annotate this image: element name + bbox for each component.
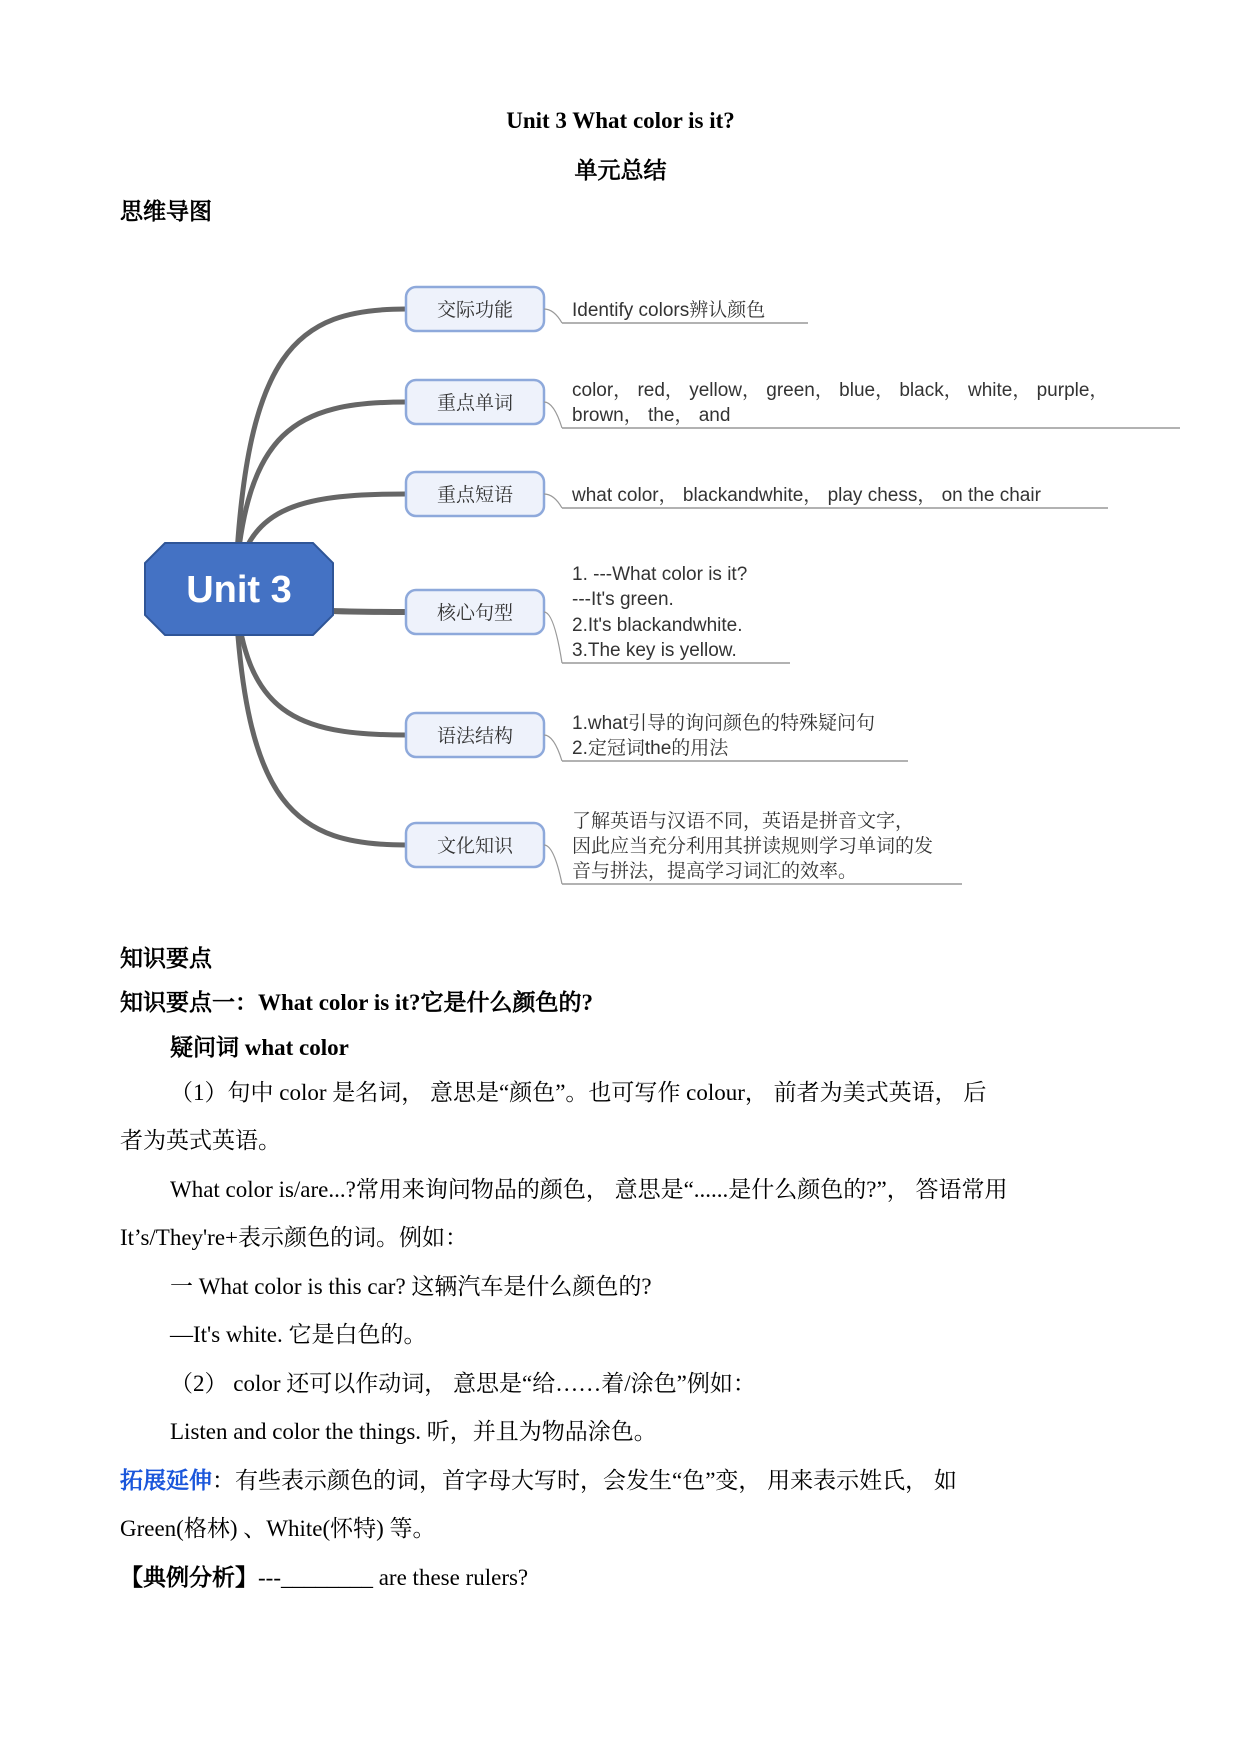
example-1: 一 What color is this car? 这辆汽车是什么颜色的? (170, 1274, 652, 1299)
mindmap-detail-line: brown， the， and (572, 405, 731, 426)
mindmap-node-label: 核心句型 (436, 603, 514, 624)
mindmap-connector (544, 612, 562, 663)
mindmap-detail-line: 3.The key is yellow. (572, 640, 737, 661)
example-analysis (120, 1559, 528, 1592)
mindmap-heading: 思维导图 (120, 199, 212, 224)
paragraph-2-line-2: It’s/They're+表示颜色的词。例如： (120, 1225, 469, 1250)
sub-heading: 疑问词 what color (170, 1035, 349, 1060)
mindmap-node (406, 810, 962, 884)
mindmap-node-label: 重点单词 (436, 393, 514, 414)
example-analysis-label: 【典例分析】 (120, 1565, 258, 1590)
extension-text: ：有些表示颜色的词，首字母大写时，会发生“色”变， 用来表示姓氏， 如 (212, 1468, 957, 1493)
mindmap-detail-line: what color， blackandwhite， play chess， on the chair (572, 485, 1041, 506)
extension-label: 拓展延伸 (120, 1468, 212, 1493)
paragraph-3: （2） color 还可以作动词， 意思是“给……着/涂色”例如： (170, 1371, 756, 1396)
mindmap-node-label: 文化知识 (436, 836, 514, 857)
mindmap-connector (544, 402, 562, 428)
extension-line-2: Green(格林) 、White(怀特) 等。 (120, 1516, 436, 1541)
mindmap-node-label: 交际功能 (436, 300, 514, 321)
paragraph-1-line-1: （1）句中 color 是名词， 意思是“颜色”。也可写作 colour， 前者为美式英语， 后 (170, 1080, 987, 1105)
mindmap-node-label: 重点短语 (436, 485, 514, 506)
mindmap-connector (544, 845, 562, 884)
document-subtitle: 单元总结 (574, 158, 667, 183)
example-2: —It's white. 它是白色的。 (170, 1322, 427, 1347)
example-3: Listen and color the things. 听，并且为物品涂色。 (170, 1419, 657, 1444)
document-title: Unit 3 What color is it? (506, 108, 735, 133)
mindmap-node (406, 712, 908, 761)
mindmap-detail-line: 1.what引导的询问颜色的特殊疑问句 (572, 713, 875, 734)
mindmap-detail-line: 2.定冠词the的用法 (572, 738, 729, 759)
mindmap-detail-line: 因此应当充分利用其拼读规则学习单词的发 (572, 836, 934, 857)
mindmap-connector (544, 494, 562, 508)
mindmap-node (406, 380, 1180, 428)
mindmap-node (406, 564, 790, 663)
mindmap-hub-label: Unit 3 (186, 569, 292, 611)
mindmap-detail-line: 了解英语与汉语不同，英语是拼音文字， (572, 811, 915, 832)
mindmap-detail-line: 音与拼法，提高学习词汇的效率。 (572, 861, 858, 882)
mindmap-hub (145, 543, 333, 635)
paragraph-2-line-1: What color is/are...?常用来询问物品的颜色， 意思是“......是什么颜色的?”， 答语常用 (170, 1177, 1008, 1202)
mindmap-detail-line: color， red， yellow， green， blue， black， white， purple， (572, 380, 1109, 401)
example-analysis-text: ---________ are these rulers? (258, 1565, 529, 1590)
knowledge-heading: 知识要点 (120, 946, 212, 971)
mindmap-node (406, 287, 808, 331)
extension-line-1 (120, 1462, 957, 1495)
mindmap-node (406, 472, 1108, 516)
point1-heading: 知识要点一：What color is it?它是什么颜色的? (120, 990, 593, 1015)
mindmap-detail-line: 2.It's blackandwhite. (572, 615, 743, 636)
mindmap-connector (544, 309, 562, 323)
mindmap-detail-line: Identify colors辨认颜色 (572, 300, 766, 321)
mindmap-detail-line: ---It's green. (572, 589, 674, 610)
mindmap-node-label: 语法结构 (436, 726, 514, 747)
paragraph-1-line-2: 者为英式英语。 (120, 1128, 281, 1153)
mindmap-connector (544, 735, 562, 761)
mindmap-nodes (406, 287, 1180, 884)
mindmap-detail-line: 1. ---What color is it? (572, 564, 748, 585)
